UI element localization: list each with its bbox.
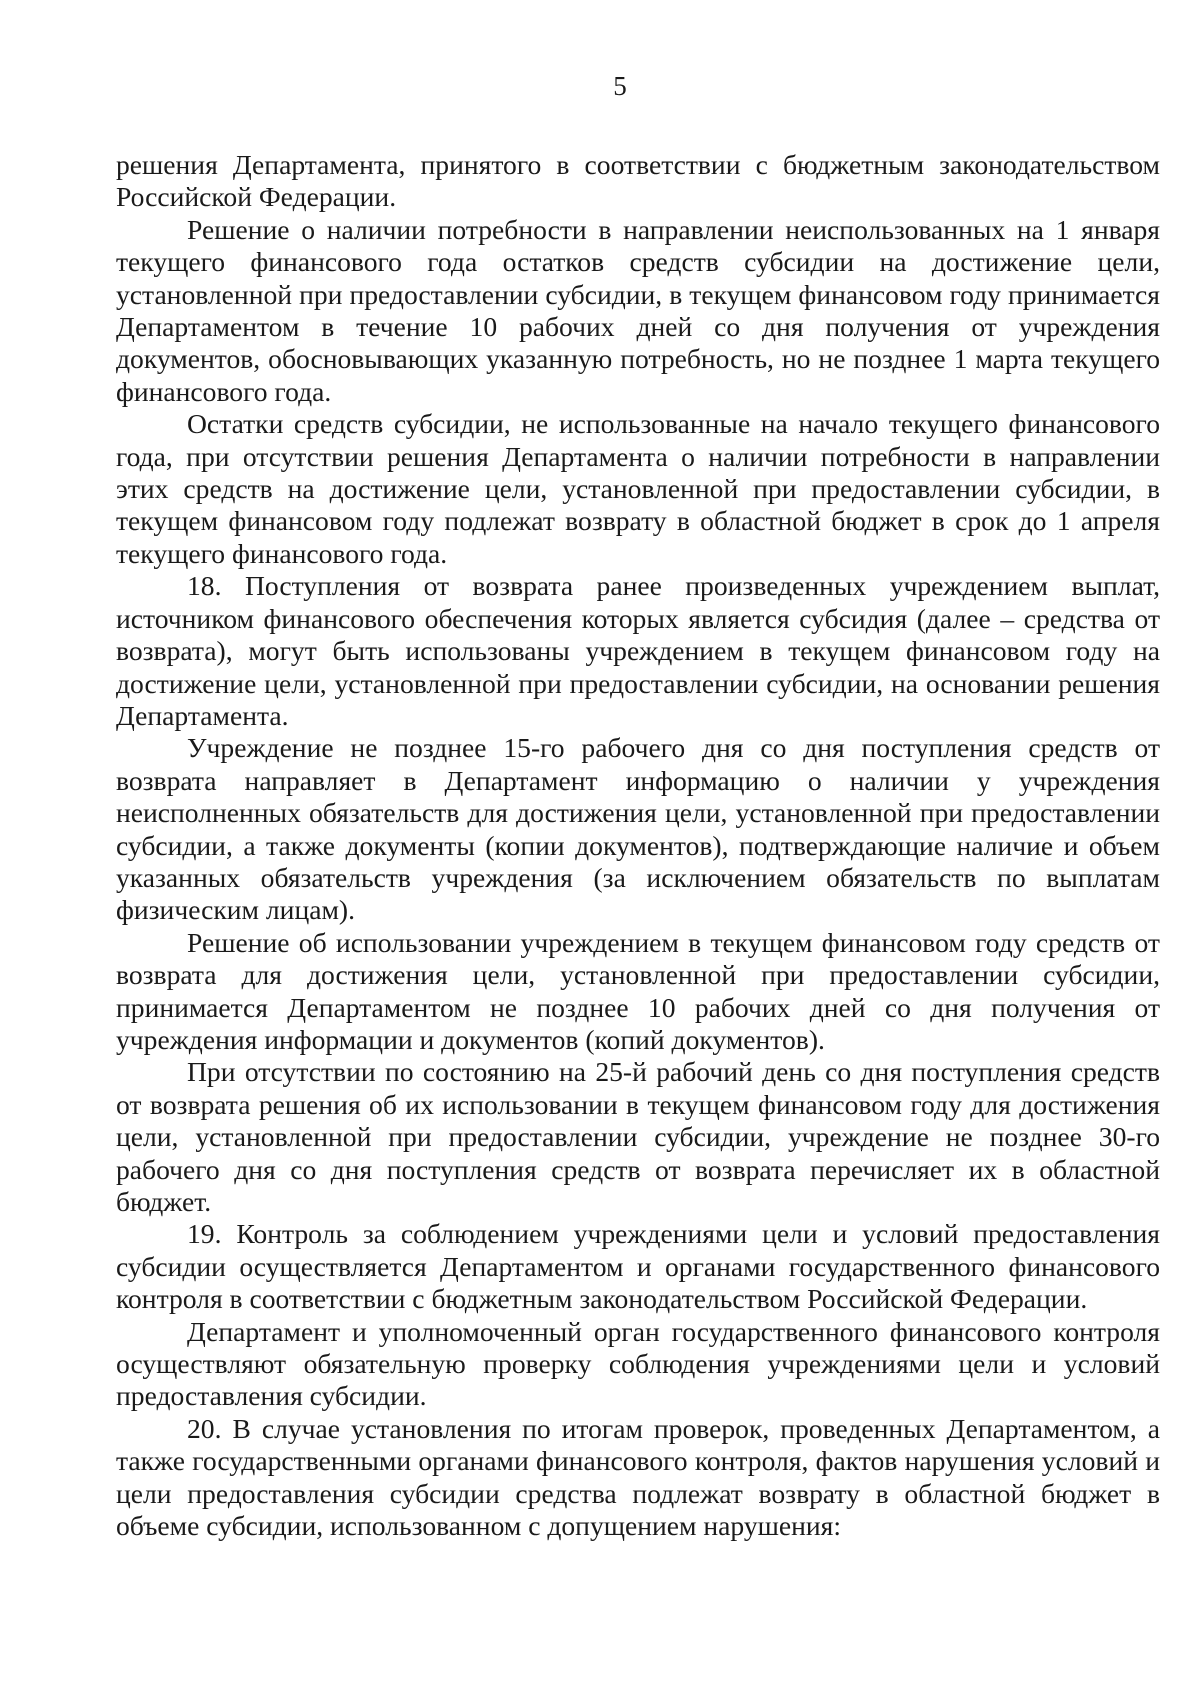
paragraph-3: Остатки средств субсидии, не использованные на начало текущего финансового года, при отсутствии решения Департамента о наличии потребности в направлении этих средств на достижение цели, установленной при предоставлении субсидии, в текущем финансовом году подлежат возврату в областной бюджет в срок до 1 апреля текущего финансового года. <box>116 408 1160 569</box>
document-body <box>116 149 1160 1542</box>
paragraph-5: Учреждение не позднее 15-го рабочего дня со дня поступления средств от возврата направляет в Департамент информацию о наличии у учреждения неисполненных обязательств для достижения цели, установленной при предоставлении субсидии, а также документы (копии документов), подтверждающие наличие и объем указанных обязательств учреждения (за исключением обязательств по выплатам физическим лицам). <box>116 732 1160 926</box>
paragraph-1: решения Департамента, принятого в соответствии с бюджетным законодательством Российской Федерации. <box>116 149 1160 213</box>
paragraph-9: Департамент и уполномоченный орган государственного финансового контроля осуществляют обязательную проверку соблюдения учреждениями цели и условий предоставления субсидии. <box>116 1315 1160 1412</box>
paragraph-2: Решение о наличии потребности в направлении неиспользованных на 1 января текущего финансового года остатков средств субсидии на достижение цели, установленной при предоставлении субсидии, в текущем финансовом году принимается Департаментом в течение 10 рабочих дней со дня получения от учреждения документов, обосновывающих указанную потребность, но не позднее 1 марта текущего финансового года. <box>116 213 1160 407</box>
page-number: 5 <box>613 71 627 101</box>
paragraph-4: 18. Поступления от возврата ранее произведенных учреждением выплат, источником финансового обеспечения которых является субсидия (далее – средства от возврата), могут быть использованы учреждением в текущем финансовом году на достижение цели, установленной при предоставлении субсидии, на основании решения Департамента. <box>116 570 1160 731</box>
paragraph-8: 19. Контроль за соблюдением учреждениями цели и условий предоставления субсидии осуществляется Департаментом и органами государственного финансового контроля в соответствии с бюджетным законодательством Российской Федерации. <box>116 1218 1160 1315</box>
paragraph-10: 20. В случае установления по итогам проверок, проведенных Департаментом, а также государственными органами финансового контроля, фактов нарушения условий и цели предоставления субсидии средства подлежат возврату в областной бюджет в объеме субсидии, использованном с допущением нарушения: <box>116 1412 1160 1542</box>
paragraph-6: Решение об использовании учреждением в текущем финансовом году средств от возврата для достижения цели, установленной при предоставлении субсидии, принимается Департаментом не позднее 10 рабочих дней со дня получения от учреждения информации и документов (копий документов). <box>116 926 1160 1055</box>
paragraph-7: При отсутствии по состоянию на 25-й рабочий день со дня поступления средств от возврата решения об их использовании в текущем финансовом году для достижения цели, установленной при предоставлении субсидии, учреждение не позднее 30-го рабочего дня со дня поступления средств от возврата перечисляет их в областной бюджет. <box>116 1056 1160 1217</box>
